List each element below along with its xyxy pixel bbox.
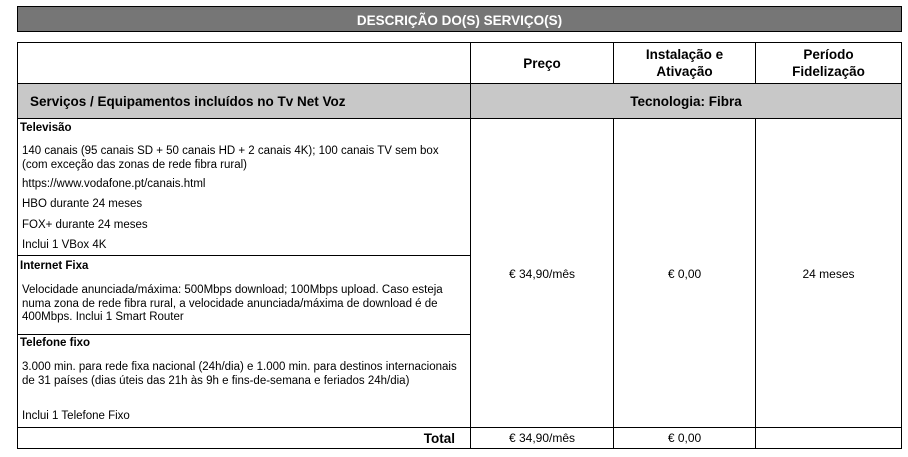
total-price: € 34,90/mês (470, 427, 614, 449)
total-loyalty (755, 427, 902, 449)
total-label: Total (423, 431, 455, 446)
section-title-tv: Televisão (20, 122, 72, 134)
services-banner: DESCRIÇÃO DO(S) SERVIÇO(S) (17, 6, 902, 32)
internet-speed-text: Velocidade anunciada/máxima: 500Mbps download; 100Mbps upload. Caso esteja numa zona de rede fibra rural, a velocidade anunciada/máxima de download é de 400Mbps. Inclui 1 Smart Router (22, 284, 443, 323)
total-installation: € 0,00 (613, 427, 756, 449)
header-loyalty-line2: Fidelização (792, 64, 865, 79)
header-loyalty (755, 42, 902, 84)
phone-minutes-text: 3.000 min. para rede fixa nacional (24h/dia) e 1.000 min. para destinos internacionais de 31 países (dias úteis das 21h às 9h e fins-de-semana e feriados 24h/dia) (22, 361, 457, 387)
total-label-cell (17, 427, 471, 449)
tv-hbo-text: HBO durante 24 meses (22, 198, 143, 210)
header-price: Preço (470, 42, 614, 84)
tv-fox-text: FOX+ durante 24 meses (22, 219, 148, 231)
header-installation (613, 42, 756, 84)
tv-channels-link[interactable]: https://www.vodafone.pt/canais.html (22, 178, 206, 190)
tv-vbox-text: Inclui 1 VBox 4K (22, 239, 107, 251)
group-title: Serviços / Equipamentos incluídos no Tv Net Voz (17, 83, 471, 119)
header-loyalty-line1: Período (803, 47, 854, 62)
installation-value: € 0,00 (613, 118, 756, 428)
section-title-internet: Internet Fixa (20, 260, 89, 272)
group-technology: Tecnologia: Fibra (470, 83, 902, 119)
tv-channels-text: 140 canais (95 canais SD + 50 canais HD + 2 canais 4K); 100 canais TV sem box (com exceção das zonas de rede fibra rural) (22, 145, 439, 171)
phone-device-text: Inclui 1 Telefone Fixo (22, 410, 130, 422)
header-installation-line1: Instalação e (645, 47, 724, 62)
price-value: € 34,90/mês (470, 118, 614, 428)
header-installation-line2: Ativação (656, 64, 713, 79)
section-title-phone: Telefone fixo (20, 337, 91, 349)
loyalty-value: 24 meses (755, 118, 902, 428)
separator-internet (17, 255, 471, 256)
separator-phone (17, 334, 471, 335)
header-empty-cell (17, 42, 471, 84)
